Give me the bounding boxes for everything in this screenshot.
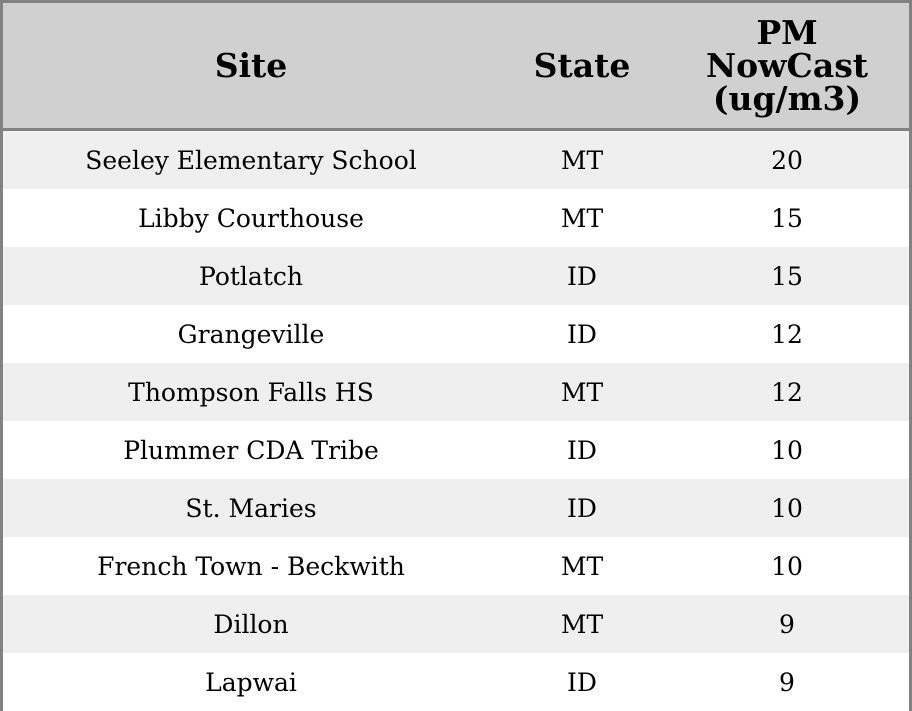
cell-state: ID [567, 435, 597, 465]
cell-state: ID [567, 667, 597, 697]
cell-pm-nowcast: 20 [771, 145, 803, 175]
cell-pm-nowcast: 12 [771, 377, 803, 407]
cell-state: MT [560, 377, 604, 407]
table-row [3, 305, 909, 363]
table-row [3, 537, 909, 595]
cell-pm-nowcast: 15 [771, 261, 803, 291]
table-row [3, 653, 909, 711]
cell-state: MT [560, 145, 604, 175]
cell-state: ID [567, 319, 597, 349]
table-row [3, 131, 909, 189]
cell-site: St. Maries [185, 493, 317, 523]
table-row [3, 421, 909, 479]
table-body [3, 131, 909, 711]
table-header-row [3, 3, 909, 131]
cell-pm-nowcast: 12 [771, 319, 803, 349]
header-state: State [533, 46, 631, 85]
table-row [3, 247, 909, 305]
cell-site: Seeley Elementary School [85, 145, 417, 175]
cell-site: Libby Courthouse [138, 203, 364, 233]
cell-site: Grangeville [177, 319, 325, 349]
cell-state: ID [567, 261, 597, 291]
cell-pm-nowcast: 10 [771, 493, 803, 523]
cell-site: Thompson Falls HS [128, 377, 374, 407]
cell-state: MT [560, 551, 604, 581]
cell-pm-nowcast: 10 [771, 551, 803, 581]
cell-site: Lapwai [205, 667, 297, 697]
cell-state: MT [560, 203, 604, 233]
table-row [3, 189, 909, 247]
table-row [3, 363, 909, 421]
cell-site: Dillon [213, 609, 289, 639]
table-row [3, 595, 909, 653]
cell-pm-nowcast: 15 [771, 203, 803, 233]
table-row [3, 479, 909, 537]
cell-site: French Town - Beckwith [97, 551, 405, 581]
cell-pm-nowcast: 9 [779, 667, 795, 697]
cell-pm-nowcast: 9 [779, 609, 795, 639]
cell-site: Plummer CDA Tribe [123, 435, 379, 465]
header-pm-nowcast: PM NowCast (ug/m3) [705, 13, 869, 118]
cell-state: ID [567, 493, 597, 523]
header-site: Site [214, 46, 288, 85]
cell-state: MT [560, 609, 604, 639]
cell-site: Potlatch [199, 261, 303, 291]
cell-pm-nowcast: 10 [771, 435, 803, 465]
